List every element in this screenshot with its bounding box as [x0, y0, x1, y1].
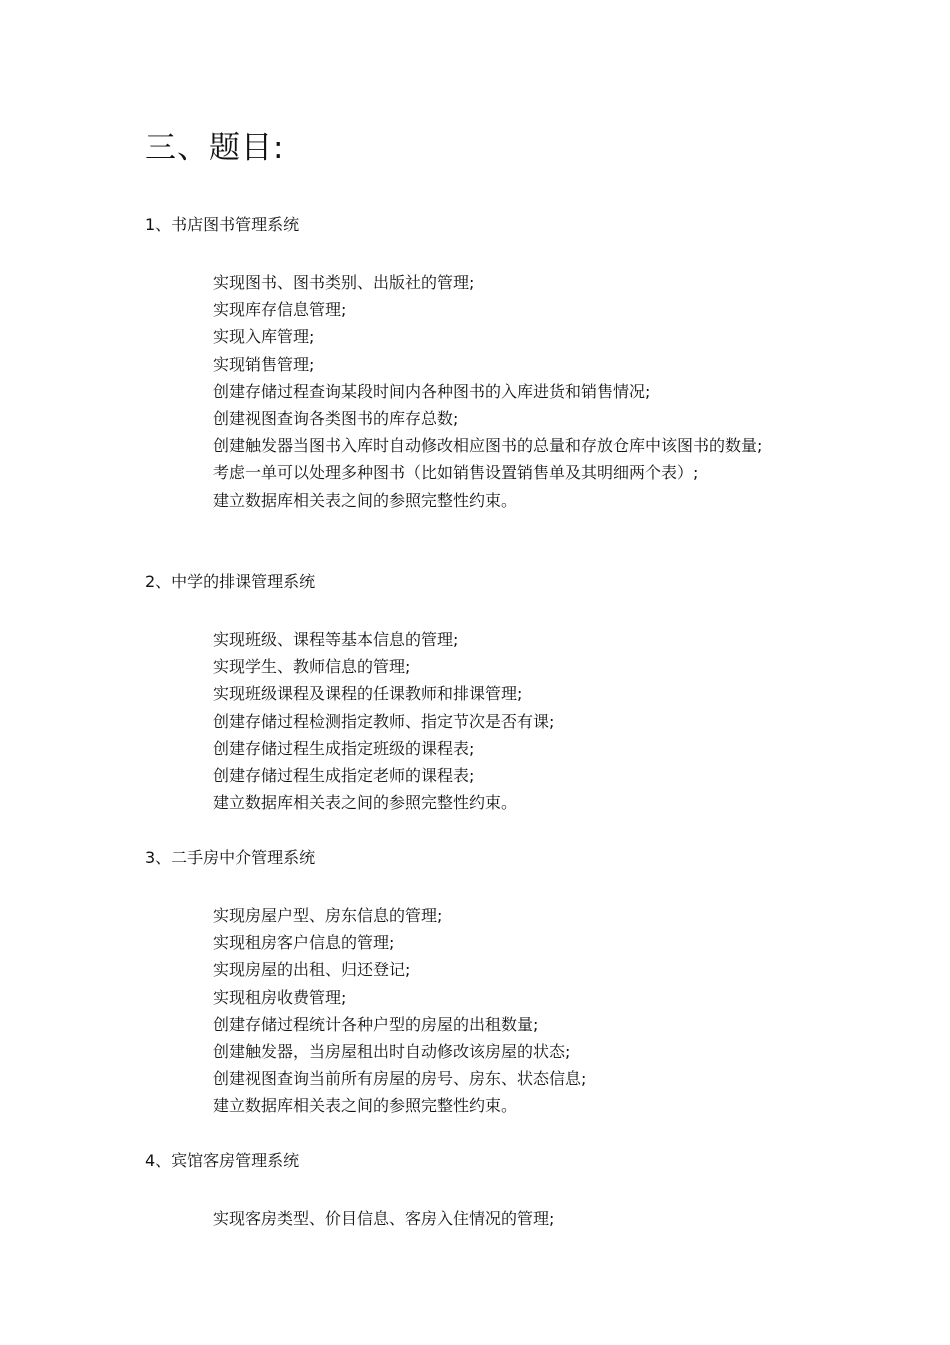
- list-item: 考虑一单可以处理多种图书（比如销售设置销售单及其明细两个表）;: [213, 463, 699, 483]
- list-item: 实现房屋的出租、归还登记;: [213, 960, 411, 980]
- section-title: 1、书店图书管理系统: [145, 215, 300, 234]
- list-item: 创建存储过程检测指定教师、指定节次是否有课;: [213, 711, 555, 731]
- list-item: 实现学生、教师信息的管理;: [213, 657, 411, 677]
- requirement-list: [213, 1205, 773, 1232]
- page-heading: 三、题目:: [145, 130, 285, 166]
- requirement-list: [213, 269, 773, 514]
- list-item: 实现库存信息管理;: [213, 300, 347, 320]
- list-item: 实现入库管理;: [213, 327, 315, 347]
- list-item: 创建存储过程生成指定班级的课程表;: [213, 738, 475, 758]
- list-item: 实现销售管理;: [213, 354, 315, 374]
- list-item: 建立数据库相关表之间的参照完整性约束。: [213, 490, 518, 510]
- requirement-list: [213, 902, 773, 1120]
- list-item: 实现班级课程及课程的任课教师和排课管理;: [213, 684, 523, 704]
- list-item: 实现租房客户信息的管理;: [213, 933, 395, 953]
- section-title: 3、二手房中介管理系统: [145, 848, 316, 867]
- list-item: 创建触发器当图书入库时自动修改相应图书的总量和存放仓库中该图书的数量;: [213, 436, 763, 456]
- list-item: 实现客房类型、价目信息、客房入住情况的管理;: [213, 1209, 555, 1228]
- list-item: 实现班级、课程等基本信息的管理;: [213, 630, 459, 649]
- list-item: 创建存储过程生成指定老师的课程表;: [213, 766, 475, 786]
- list-item: 创建存储过程统计各种户型的房屋的出租数量;: [213, 1014, 539, 1034]
- list-item: 创建视图查询各类图书的库存总数;: [213, 409, 459, 429]
- list-item: 创建视图查询当前所有房屋的房号、房东、状态信息;: [213, 1069, 587, 1089]
- list-item: 创建触发器，当房屋租出时自动修改该房屋的状态;: [213, 1042, 571, 1062]
- section-title: 4、宾馆客房管理系统: [145, 1151, 300, 1170]
- requirement-list: [213, 626, 773, 816]
- section-title: 2、中学的排课管理系统: [145, 572, 316, 591]
- list-item: 建立数据库相关表之间的参照完整性约束。: [213, 1096, 518, 1116]
- list-item: 实现房屋户型、房东信息的管理;: [213, 906, 443, 925]
- list-item: 创建存储过程查询某段时间内各种图书的入库进货和销售情况;: [213, 381, 651, 401]
- list-item: 实现图书、图书类别、出版社的管理;: [213, 273, 475, 292]
- list-item: 建立数据库相关表之间的参照完整性约束。: [213, 793, 518, 813]
- list-item: 实现租房收费管理;: [213, 987, 347, 1007]
